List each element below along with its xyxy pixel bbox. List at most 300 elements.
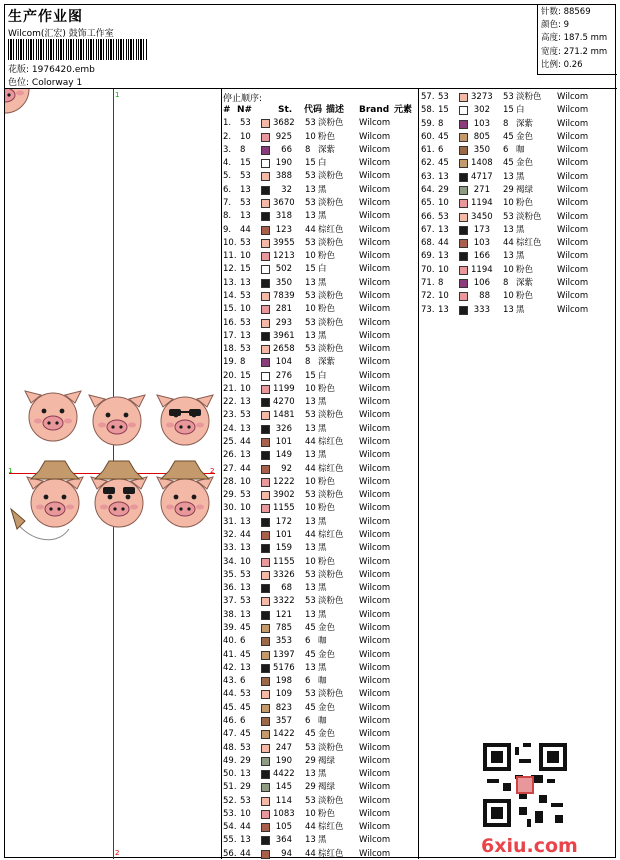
stop-index: 20. [223, 370, 237, 381]
thread-brand: Wilcom [359, 795, 391, 806]
table-row [223, 569, 417, 582]
thread-code: 29 [305, 755, 316, 766]
stop-index: 47. [223, 729, 237, 740]
table-row [223, 662, 417, 675]
thread-description: 粉色 [318, 304, 336, 315]
stitch-count: 3682 [273, 118, 295, 129]
thread-description: 棕红色 [516, 238, 542, 249]
stitch-count: 66 [281, 144, 292, 155]
stop-index: 72. [421, 291, 435, 302]
needle-number: 15 [240, 370, 251, 381]
thread-description: 黑 [318, 211, 327, 222]
thread-description: 黑 [318, 450, 327, 461]
stitch-count: 3450 [471, 211, 493, 222]
table-row [421, 184, 617, 197]
color-swatch [261, 744, 270, 753]
stop-index: 4. [223, 158, 232, 169]
color-swatch [261, 372, 270, 381]
stitch-count: 302 [473, 105, 490, 116]
color-swatch [261, 478, 270, 487]
thread-code: 10 [305, 556, 316, 567]
needle-number: 6 [438, 145, 444, 156]
thread-code: 10 [305, 503, 316, 514]
thread-code: 44 [503, 238, 514, 249]
thread-description: 金色 [318, 702, 336, 713]
thread-brand: Wilcom [359, 636, 391, 647]
color-swatch [261, 159, 270, 168]
thread-brand: Wilcom [359, 304, 391, 315]
table-row [223, 781, 417, 794]
table-row [223, 622, 417, 635]
stop-index: 34. [223, 556, 237, 567]
stop-index: 32. [223, 530, 237, 540]
thread-code: 53 [305, 596, 316, 607]
thread-description: 黑 [318, 609, 327, 620]
table-row [223, 675, 417, 688]
thread-brand: Wilcom [557, 264, 589, 275]
guide-top-marker: 1 [115, 91, 120, 99]
needle-number: 13 [438, 251, 449, 262]
color-swatch [261, 518, 270, 527]
stitch-count: 173 [473, 224, 490, 235]
thread-brand: Wilcom [359, 808, 391, 819]
needle-number: 15 [240, 264, 251, 275]
needle-number: 10 [240, 383, 251, 394]
needle-number: 44 [240, 463, 251, 474]
table-row [421, 104, 617, 117]
stitch-count: 1194 [471, 264, 493, 275]
stop-index: 69. [421, 251, 435, 262]
stop-index: 44. [223, 689, 237, 700]
design-file-value: 1976420.emb [31, 65, 95, 75]
needle-number: 53 [240, 689, 251, 700]
info-colors: 颜色: 9 [541, 20, 569, 31]
stitch-count: 198 [275, 676, 292, 687]
stop-sequence-title: 停止顺序: [223, 94, 263, 104]
stop-index: 68. [421, 238, 435, 249]
thread-brand: Wilcom [359, 264, 391, 275]
color-swatch [261, 810, 270, 819]
thread-code: 13 [503, 251, 514, 262]
design-file-label: 花版: [8, 65, 30, 75]
thread-description: 白 [516, 105, 525, 116]
stop-index: 66. [421, 211, 435, 222]
stitch-count: 103 [473, 238, 490, 249]
stitch-count: 105 [275, 822, 292, 833]
thread-code: 10 [503, 264, 514, 275]
thread-description: 粉色 [516, 198, 534, 209]
color-swatch [261, 544, 270, 553]
thread-description: 黑 [516, 304, 525, 315]
color-swatch [261, 757, 270, 766]
stop-index: 16. [223, 317, 237, 328]
needle-number: 10 [240, 304, 251, 315]
thread-description: 咖 [516, 145, 525, 156]
thread-code: 53 [503, 211, 514, 222]
thread-brand: Wilcom [359, 755, 391, 766]
thread-code: 15 [305, 264, 316, 275]
production-worksheet [4, 4, 616, 858]
table-row [223, 436, 417, 449]
thread-code: 45 [305, 729, 316, 740]
stop-index: 8. [223, 211, 232, 222]
stitch-count: 247 [275, 742, 292, 753]
stop-index: 57. [421, 92, 435, 102]
thread-code: 44 [305, 530, 316, 540]
stop-index: 27. [223, 463, 237, 474]
stop-index: 22. [223, 397, 237, 408]
needle-number: 6 [240, 676, 246, 687]
table-row [223, 463, 417, 476]
thread-code: 15 [503, 105, 514, 116]
thread-brand: Wilcom [359, 118, 391, 129]
thread-description: 粉色 [318, 383, 336, 394]
table-row [421, 197, 617, 210]
color-swatch [261, 584, 270, 593]
table-row [421, 144, 617, 157]
stitch-count: 7839 [273, 290, 295, 301]
color-swatch [459, 292, 468, 301]
stop-index: 38. [223, 609, 237, 620]
thread-code: 13 [305, 330, 316, 341]
table-row [223, 449, 417, 462]
thread-description: 金色 [318, 622, 336, 633]
thread-code: 13 [305, 662, 316, 673]
color-swatch [459, 306, 468, 315]
thread-code: 13 [305, 397, 316, 408]
thread-brand: Wilcom [359, 437, 391, 448]
thread-brand: Wilcom [359, 370, 391, 381]
needle-number: 53 [240, 742, 251, 753]
stop-index: 30. [223, 503, 237, 514]
stitch-count: 5176 [273, 662, 295, 673]
needle-number: 53 [240, 171, 251, 182]
needle-number: 10 [438, 198, 449, 209]
thread-description: 淡粉色 [318, 596, 344, 607]
needle-number: 45 [240, 702, 251, 713]
thread-code: 10 [305, 251, 316, 262]
stop-index: 39. [223, 622, 237, 633]
color-swatch [261, 212, 270, 221]
needle-number: 29 [240, 755, 251, 766]
stitch-count: 1194 [471, 198, 493, 209]
thread-brand: Wilcom [359, 344, 391, 355]
table-row [223, 157, 417, 170]
needle-number: 53 [240, 197, 251, 208]
guide-right-marker: 2 [210, 467, 215, 475]
color-swatch [261, 783, 270, 792]
thread-brand: Wilcom [557, 131, 589, 142]
table-row [223, 356, 417, 369]
table-row [223, 370, 417, 383]
color-swatch [261, 265, 270, 274]
color-swatch [261, 531, 270, 540]
table-row [223, 516, 417, 529]
thread-brand: Wilcom [359, 463, 391, 474]
thread-brand: Wilcom [359, 583, 391, 594]
thread-brand: Wilcom [359, 782, 391, 793]
thread-brand: Wilcom [359, 662, 391, 673]
needle-number: 13 [240, 330, 251, 341]
thread-code: 53 [305, 410, 316, 421]
stitch-count: 159 [275, 543, 292, 554]
thread-brand: Wilcom [359, 317, 391, 328]
stop-index: 19. [223, 357, 237, 368]
thread-brand: Wilcom [359, 596, 391, 607]
needle-number: 53 [240, 118, 251, 129]
table-row [421, 211, 617, 224]
stitch-count: 3670 [273, 197, 295, 208]
needle-number: 10 [240, 476, 251, 487]
thread-description: 黑 [318, 662, 327, 673]
thread-description: 淡粉色 [318, 742, 344, 753]
table-row [223, 383, 417, 396]
stop-index: 55. [223, 835, 237, 846]
table-row [223, 848, 417, 860]
thread-description: 粉色 [318, 476, 336, 487]
stop-index: 1. [223, 118, 232, 129]
thread-description: 淡粉色 [318, 118, 344, 129]
table-row [223, 795, 417, 808]
thread-code: 10 [305, 383, 316, 394]
table-row [223, 290, 417, 303]
thread-code: 53 [305, 290, 316, 301]
pig-faces-artwork [5, 89, 221, 859]
table-row [223, 170, 417, 183]
thread-brand: Wilcom [359, 224, 391, 235]
thread-description: 褐绿 [516, 184, 534, 195]
stitch-count: 785 [275, 622, 292, 633]
stop-index: 60. [421, 131, 435, 142]
thread-description: 黑 [516, 171, 525, 182]
thread-code: 45 [305, 649, 316, 660]
color-swatch [261, 279, 270, 288]
thread-code: 13 [503, 304, 514, 315]
thread-description: 黑 [516, 224, 525, 235]
thread-brand: Wilcom [359, 211, 391, 222]
stop-index: 53. [223, 808, 237, 819]
stop-index: 7. [223, 197, 232, 208]
thread-brand: Wilcom [557, 184, 589, 195]
thread-brand: Wilcom [359, 237, 391, 248]
needle-number: 13 [438, 171, 449, 182]
stop-index: 70. [421, 264, 435, 275]
needle-number: 45 [438, 131, 449, 142]
thread-brand: Wilcom [359, 503, 391, 514]
thread-description: 淡粉色 [318, 410, 344, 421]
stitch-count: 281 [275, 304, 292, 315]
stop-index: 3. [223, 144, 232, 155]
thread-code: 8 [305, 144, 311, 155]
thread-brand: Wilcom [359, 516, 391, 527]
thread-code: 10 [305, 808, 316, 819]
color-swatch [261, 797, 270, 806]
color-swatch [261, 717, 270, 726]
needle-number: 45 [438, 158, 449, 169]
color-swatch [261, 425, 270, 434]
thread-brand: Wilcom [359, 702, 391, 713]
color-swatch [459, 146, 468, 155]
guide-bottom-marker: 2 [115, 849, 120, 857]
table-row [421, 277, 617, 290]
stitch-count: 109 [275, 689, 292, 700]
thread-brand: Wilcom [359, 649, 391, 660]
needle-number: 29 [438, 184, 449, 195]
stop-sequence-column-1 [223, 91, 417, 860]
stitch-count: 1213 [273, 251, 295, 262]
stitch-count: 1083 [273, 808, 295, 819]
thread-brand: Wilcom [359, 715, 391, 726]
table-row [223, 343, 417, 356]
color-swatch [261, 664, 270, 673]
thread-brand: Wilcom [359, 423, 391, 434]
needle-number: 13 [240, 662, 251, 673]
thread-description: 黑 [318, 277, 327, 288]
color-swatch [261, 332, 270, 341]
thread-brand: Wilcom [359, 330, 391, 341]
table-row [223, 489, 417, 502]
color-swatch [261, 451, 270, 460]
info-stitches: 针数: 88569 [541, 7, 591, 17]
stop-index: 2. [223, 131, 232, 142]
stop-index: 24. [223, 423, 237, 434]
thread-brand: Wilcom [359, 490, 391, 501]
thread-code: 10 [503, 291, 514, 302]
needle-number: 13 [240, 277, 251, 288]
needle-number: 15 [438, 105, 449, 116]
table-row [421, 157, 617, 170]
needle-number: 53 [240, 569, 251, 580]
table-row [223, 277, 417, 290]
stitch-count: 103 [473, 118, 490, 129]
thread-code: 6 [305, 676, 311, 687]
thread-code: 8 [503, 118, 509, 129]
table-row [223, 197, 417, 210]
stitch-count: 276 [275, 370, 292, 381]
thread-brand: Wilcom [359, 197, 391, 208]
thread-code: 13 [305, 769, 316, 780]
stop-index: 21. [223, 383, 237, 394]
color-swatch [261, 704, 270, 713]
thread-description: 粉色 [318, 808, 336, 819]
thread-code: 13 [305, 835, 316, 846]
needle-number: 53 [240, 317, 251, 328]
thread-description: 金色 [516, 158, 534, 169]
thread-brand: Wilcom [359, 742, 391, 753]
color-swatch [261, 611, 270, 620]
thread-code: 13 [503, 171, 514, 182]
thread-code: 15 [305, 370, 316, 381]
thread-description: 黑 [318, 583, 327, 594]
table-row [223, 755, 417, 768]
needle-number: 13 [240, 423, 251, 434]
color-swatch [261, 305, 270, 314]
table-row [223, 423, 417, 436]
table-row [421, 224, 617, 237]
thread-description: 棕红色 [318, 822, 344, 833]
color-swatch [261, 398, 270, 407]
stop-index: 9. [223, 224, 232, 235]
stop-index: 63. [421, 171, 435, 182]
table-row [421, 131, 617, 144]
color-swatch [261, 226, 270, 235]
stitch-count: 326 [275, 423, 292, 434]
table-row [223, 595, 417, 608]
stitch-count: 350 [275, 277, 292, 288]
stop-index: 54. [223, 822, 237, 833]
needle-number: 53 [438, 92, 449, 102]
stitch-count: 106 [473, 277, 490, 288]
color-swatch [459, 120, 468, 129]
stop-index: 67. [421, 224, 435, 235]
stitch-count: 4717 [471, 171, 493, 182]
stitch-count: 353 [275, 636, 292, 647]
color-swatch [261, 172, 270, 181]
thread-description: 金色 [516, 131, 534, 142]
stop-index: 58. [421, 105, 435, 116]
color-swatch [261, 119, 270, 128]
thread-brand: Wilcom [359, 622, 391, 633]
thread-brand: Wilcom [557, 291, 589, 302]
thread-code: 13 [305, 450, 316, 461]
colorway-value: Colorway 1 [31, 78, 83, 88]
table-row [223, 728, 417, 741]
table-row [421, 290, 617, 303]
stitch-count: 92 [281, 463, 292, 474]
stitch-count: 318 [275, 211, 292, 222]
stop-index: 23. [223, 410, 237, 421]
color-swatch [459, 226, 468, 235]
stitch-count: 101 [275, 530, 292, 540]
thread-description: 咖 [318, 676, 327, 687]
thread-brand: Wilcom [557, 145, 589, 156]
needle-number: 13 [240, 211, 251, 222]
table-row [223, 224, 417, 237]
stitch-count: 88 [479, 291, 490, 302]
design-preview [5, 89, 221, 859]
stop-index: 33. [223, 543, 237, 554]
divider-vertical-left [221, 88, 222, 859]
needle-number: 13 [240, 543, 251, 554]
needle-number: 53 [240, 490, 251, 501]
table-row [223, 303, 417, 316]
color-swatch [261, 597, 270, 606]
thread-description: 黑 [318, 543, 327, 554]
thread-brand: Wilcom [557, 251, 589, 262]
color-swatch [261, 571, 270, 580]
stop-index: 65. [421, 198, 435, 209]
pig-face-icon [5, 89, 33, 113]
table-row [223, 715, 417, 728]
table-row [223, 635, 417, 648]
table-row [223, 702, 417, 715]
page-title: 生产作业图 [8, 9, 83, 25]
thread-description: 白 [318, 264, 327, 275]
needle-number: 44 [240, 437, 251, 448]
needle-number: 45 [240, 729, 251, 740]
thread-description: 淡粉色 [318, 317, 344, 328]
stitch-count: 502 [275, 264, 292, 275]
thread-description: 淡粉色 [318, 171, 344, 182]
stop-index: 64. [421, 184, 435, 195]
thread-description: 棕红色 [318, 463, 344, 474]
thread-code: 13 [305, 583, 316, 594]
colorway-label: 色位: [8, 78, 30, 88]
color-swatch [261, 465, 270, 474]
stitch-count: 1422 [273, 729, 295, 740]
stop-index: 42. [223, 662, 237, 673]
thread-code: 45 [305, 702, 316, 713]
